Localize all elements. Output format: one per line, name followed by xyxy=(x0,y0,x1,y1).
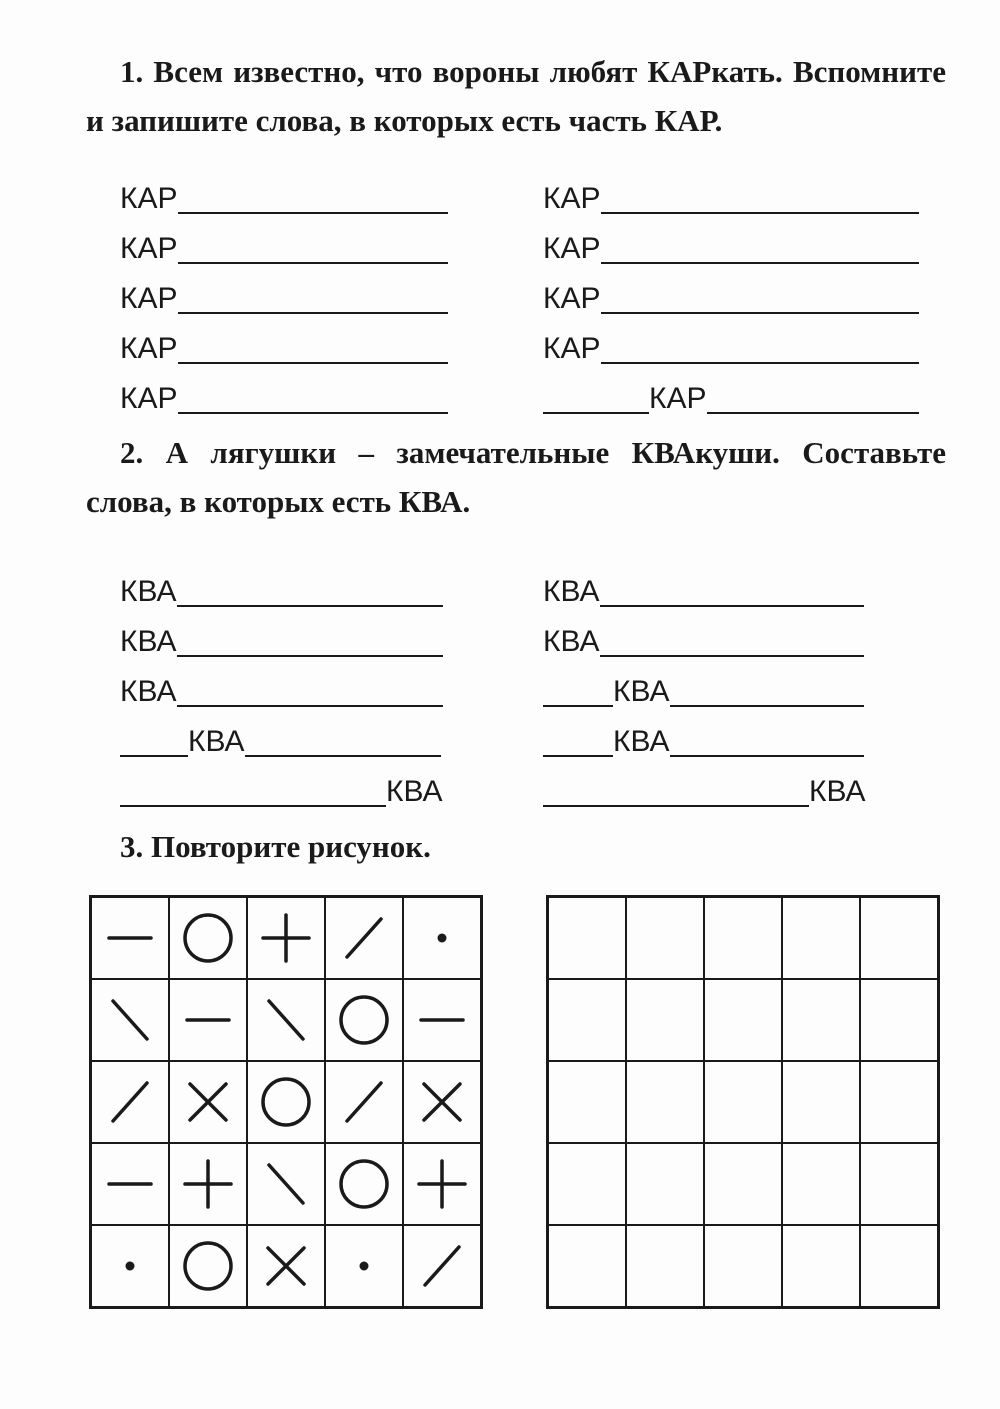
drawing-row xyxy=(548,1061,939,1143)
drawing-row xyxy=(548,1225,939,1308)
answer-row xyxy=(543,757,866,807)
prefix-kar: КАР xyxy=(120,332,178,365)
drawing-cell[interactable] xyxy=(548,897,627,980)
answer-row xyxy=(543,657,866,707)
drawing-row xyxy=(548,979,939,1061)
suffix-kva: КВА xyxy=(809,775,866,808)
pattern-row xyxy=(91,979,482,1061)
drawing-cell[interactable] xyxy=(782,979,860,1061)
slash-icon xyxy=(337,1075,391,1129)
prefix-kva: КВА xyxy=(543,575,600,608)
drawing-cell[interactable] xyxy=(782,1225,860,1308)
circle-icon xyxy=(259,1075,313,1129)
answer-line[interactable] xyxy=(178,390,448,414)
pattern-cell xyxy=(325,1061,403,1143)
prefix-kar: КАР xyxy=(120,182,178,215)
task-2-left-column xyxy=(120,557,443,807)
answer-line[interactable] xyxy=(601,240,919,264)
drawing-cell[interactable] xyxy=(860,1061,939,1143)
slash-icon xyxy=(103,1075,157,1129)
cross-icon xyxy=(259,1239,313,1293)
answer-line[interactable] xyxy=(178,290,448,314)
task-2-instruction: 2. А лягушки – замечательные КВАкуши. Составьте слова, в которых есть КВА. xyxy=(86,435,946,519)
task-2-right-column xyxy=(543,557,866,807)
pattern-row xyxy=(91,1061,482,1143)
dot-icon xyxy=(415,911,469,965)
prefix-kar: КАР xyxy=(543,282,601,315)
sample-pattern-grid xyxy=(89,895,483,1309)
prefix-kar: КАР xyxy=(543,182,601,215)
answer-row xyxy=(543,164,919,214)
drawing-row xyxy=(548,1143,939,1225)
drawing-cell[interactable] xyxy=(860,1143,939,1225)
drawing-cell[interactable] xyxy=(548,1061,627,1143)
dash-icon xyxy=(415,993,469,1047)
answer-row xyxy=(120,557,443,607)
answer-line[interactable] xyxy=(543,390,649,414)
task-1-instruction: 1. Всем известно, что вороны любят КАРкать. Вспомните и запишите слова, в которых есть часть КАР. xyxy=(86,54,946,138)
circle-icon xyxy=(181,1239,235,1293)
drawing-cell[interactable] xyxy=(626,979,704,1061)
answer-row xyxy=(120,607,443,657)
answer-line[interactable] xyxy=(670,733,864,757)
answer-line[interactable] xyxy=(600,633,864,657)
answer-row xyxy=(543,264,919,314)
drawing-cell[interactable] xyxy=(626,897,704,980)
answer-line[interactable] xyxy=(670,683,864,707)
answer-row xyxy=(543,314,919,364)
answer-row xyxy=(543,557,866,607)
pattern-cell xyxy=(169,1143,247,1225)
pattern-row xyxy=(91,1225,482,1308)
middle-kva: КВА xyxy=(188,725,245,758)
answer-line[interactable] xyxy=(601,190,919,214)
drawing-cell[interactable] xyxy=(548,979,627,1061)
pattern-cell xyxy=(403,1061,482,1143)
drawing-cell[interactable] xyxy=(626,1225,704,1308)
drawing-cell[interactable] xyxy=(548,1225,627,1308)
pattern-cell xyxy=(325,897,403,980)
circle-icon xyxy=(337,1157,391,1211)
drawing-cell[interactable] xyxy=(626,1143,704,1225)
cross-icon xyxy=(415,1075,469,1129)
task-3-instruction: 3. Повторите рисунок. xyxy=(120,829,431,864)
pattern-cell xyxy=(91,979,170,1061)
pattern-cell xyxy=(91,1225,170,1308)
answer-row xyxy=(543,364,919,414)
answer-line[interactable] xyxy=(601,340,919,364)
drawing-cell[interactable] xyxy=(782,1061,860,1143)
pattern-row xyxy=(91,1143,482,1225)
pattern-cell xyxy=(91,1061,170,1143)
answer-row xyxy=(120,314,448,364)
drawing-cell[interactable] xyxy=(704,979,782,1061)
cross-icon xyxy=(181,1075,235,1129)
pattern-cell xyxy=(247,1143,325,1225)
answer-line[interactable] xyxy=(543,683,613,707)
drawing-cell[interactable] xyxy=(860,979,939,1061)
pattern-cell xyxy=(403,1143,482,1225)
backslash-icon xyxy=(259,1157,313,1211)
answer-line[interactable] xyxy=(707,390,919,414)
dot-icon xyxy=(103,1239,157,1293)
pattern-cell xyxy=(403,897,482,980)
plus-icon xyxy=(181,1157,235,1211)
task-1-left-column xyxy=(120,164,448,414)
answer-row xyxy=(120,364,448,414)
answer-row xyxy=(120,214,448,264)
suffix-kva: КВА xyxy=(386,775,443,808)
pattern-cell xyxy=(403,979,482,1061)
drawing-cell[interactable] xyxy=(626,1061,704,1143)
drawing-cell[interactable] xyxy=(782,1143,860,1225)
answer-row xyxy=(543,707,866,757)
middle-kva: КВА xyxy=(613,675,670,708)
pattern-cell xyxy=(169,897,247,980)
answer-line[interactable] xyxy=(178,340,448,364)
answer-line[interactable] xyxy=(177,583,443,607)
circle-icon xyxy=(181,911,235,965)
circle-icon xyxy=(337,993,391,1047)
pattern-cell xyxy=(325,1225,403,1308)
drawing-cell[interactable] xyxy=(704,1061,782,1143)
prefix-kva: КВА xyxy=(120,575,177,608)
drawing-cell[interactable] xyxy=(860,897,939,980)
backslash-icon xyxy=(103,993,157,1047)
pattern-cell xyxy=(247,1061,325,1143)
drawing-cell[interactable] xyxy=(860,1225,939,1308)
task-1-right-column xyxy=(543,164,919,414)
answer-line[interactable] xyxy=(600,583,864,607)
pattern-cell xyxy=(247,1225,325,1308)
answer-line[interactable] xyxy=(177,683,443,707)
slash-icon xyxy=(337,911,391,965)
answer-row xyxy=(120,757,443,807)
pattern-cell xyxy=(403,1225,482,1308)
slash-icon xyxy=(415,1239,469,1293)
answer-line[interactable] xyxy=(245,733,441,757)
pattern-cell xyxy=(169,1225,247,1308)
answer-line[interactable] xyxy=(120,783,386,807)
pattern-cell xyxy=(91,1143,170,1225)
answer-line[interactable] xyxy=(601,290,919,314)
drawing-cell[interactable] xyxy=(704,1225,782,1308)
drawing-cell[interactable] xyxy=(548,1143,627,1225)
pattern-cell xyxy=(325,979,403,1061)
prefix-kar: КАР xyxy=(120,232,178,265)
pattern-cell xyxy=(247,897,325,980)
answer-row xyxy=(543,607,866,657)
plus-icon xyxy=(415,1157,469,1211)
backslash-icon xyxy=(259,993,313,1047)
prefix-kar: КАР xyxy=(120,382,178,415)
answer-row xyxy=(120,164,448,214)
answer-row xyxy=(120,707,443,757)
plus-icon xyxy=(259,911,313,965)
pattern-cell xyxy=(91,897,170,980)
answer-row xyxy=(543,214,919,264)
answer-row xyxy=(120,657,443,707)
prefix-kar: КАР xyxy=(543,332,601,365)
prefix-kva: КВА xyxy=(120,625,177,658)
prefix-kva: КВА xyxy=(120,675,177,708)
pattern-cell xyxy=(247,979,325,1061)
drawing-cell[interactable] xyxy=(704,897,782,980)
prefix-kva: КВА xyxy=(543,625,600,658)
answer-line[interactable] xyxy=(543,783,809,807)
dash-icon xyxy=(103,1157,157,1211)
drawing-row xyxy=(548,897,939,980)
answer-line[interactable] xyxy=(178,190,448,214)
answer-line[interactable] xyxy=(177,633,443,657)
pattern-row xyxy=(91,897,482,980)
prefix-kar: КАР xyxy=(120,282,178,315)
middle-kva: КВА xyxy=(613,725,670,758)
pattern-cell xyxy=(169,1061,247,1143)
pattern-cell xyxy=(325,1143,403,1225)
prefix-kar: КАР xyxy=(543,232,601,265)
dash-icon xyxy=(103,911,157,965)
drawing-grid xyxy=(546,895,940,1309)
answer-line[interactable] xyxy=(543,733,613,757)
drawing-cell[interactable] xyxy=(704,1143,782,1225)
middle-kar: КАР xyxy=(649,382,707,415)
dash-icon xyxy=(181,993,235,1047)
answer-line[interactable] xyxy=(178,240,448,264)
pattern-cell xyxy=(169,979,247,1061)
answer-row xyxy=(120,264,448,314)
drawing-cell[interactable] xyxy=(782,897,860,980)
answer-line[interactable] xyxy=(120,733,188,757)
dot-icon xyxy=(337,1239,391,1293)
